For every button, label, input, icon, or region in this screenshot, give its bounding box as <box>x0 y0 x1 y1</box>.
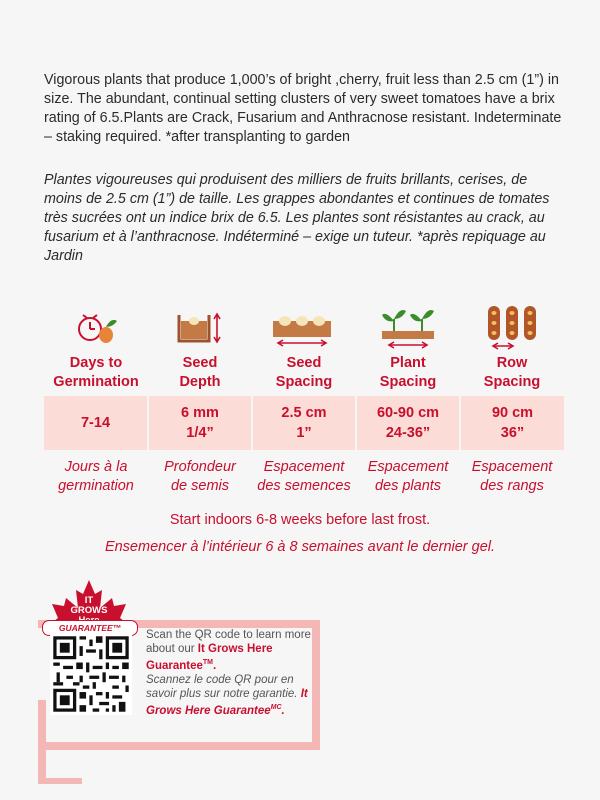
spec-label-row <box>44 352 564 394</box>
qr-brand-en: It Grows Here Guarantee <box>146 643 273 672</box>
guarantee-ribbon: GUARANTEE™ <box>42 620 138 636</box>
qr-mc: MC <box>270 703 282 711</box>
qr-tm: TM <box>202 659 213 666</box>
label-line: Plant <box>390 355 426 371</box>
value-seed-depth <box>149 396 251 450</box>
fr-row-spacing <box>460 455 564 499</box>
label-line: Days to <box>69 355 123 371</box>
label-line: Row <box>496 355 528 371</box>
spec-french-row <box>44 455 564 499</box>
value-line: 6 mm <box>181 405 219 421</box>
label-line: Spacing <box>379 374 437 390</box>
fr-line: de semis <box>170 478 230 494</box>
qr-end-fr: . <box>281 704 285 717</box>
fr-line: Profondeur <box>164 459 236 475</box>
plant-spacing-icon <box>356 302 460 352</box>
label-line: Germination <box>53 374 139 390</box>
value-seed-spacing <box>253 396 355 450</box>
value-line: 1” <box>296 425 312 441</box>
label-line: Spacing <box>275 374 333 390</box>
value-row-spacing <box>461 396 564 450</box>
start-indoors-english: Start indoors 6-8 weeks before last frost. <box>169 512 431 528</box>
label-line: Seed <box>182 355 218 371</box>
badge-line: GROWS <box>70 605 108 616</box>
fr-line: Espacement <box>367 459 449 475</box>
label-row-spacing <box>460 352 564 394</box>
value-line: 7-14 <box>80 415 111 431</box>
fr-line: Jours à la <box>64 459 128 475</box>
qr-text-fr: Scannez le code QR pour en savoir plus sur notre garantie. <box>146 673 301 700</box>
qr-end-en: . <box>213 659 217 672</box>
label-seed-spacing <box>252 352 356 394</box>
label-plant-spacing <box>356 352 460 394</box>
label-line: Spacing <box>483 374 541 390</box>
clock-seed-icon <box>44 302 148 352</box>
spec-value-row <box>44 396 564 450</box>
value-days-to-germination <box>44 396 147 450</box>
start-indoors-french: Ensemencer à l’intérieur 6 à 8 semaines avant le dernier gel. <box>104 539 496 555</box>
qr-frame-left <box>38 700 46 780</box>
value-line: 60-90 cm <box>376 405 440 421</box>
seed-depth-icon <box>148 302 252 352</box>
fr-line: des rangs <box>480 478 544 494</box>
value-line: 90 cm <box>491 405 534 421</box>
spec-grid <box>44 302 564 499</box>
fr-line: Espacement <box>471 459 553 475</box>
label-line: Seed <box>286 355 322 371</box>
fr-line: des plants <box>374 478 442 494</box>
value-plant-spacing <box>357 396 459 450</box>
qr-frame-bottom <box>38 778 82 784</box>
qr-code-icon[interactable] <box>50 633 132 715</box>
row-spacing-icon <box>460 302 564 352</box>
fr-plant-spacing <box>356 455 460 499</box>
fr-seed-depth <box>148 455 252 499</box>
qr-info-text <box>146 628 311 718</box>
fr-line: Espacement <box>263 459 345 475</box>
badge-line: IT <box>84 595 94 606</box>
label-seed-depth <box>148 352 252 394</box>
value-line: 24-36” <box>385 425 431 441</box>
description-french: Plantes vigoureuses qui produisent des milliers de fruits brillants, cerises, de moins de 2.5 cm (1”) de taille. Les grappes abondantes et continues de tomates très sucrées ont un indice brix de 6.5. Les plantes sont résistantes au crack, au fusarium et à l’anthracnose. Indéterminé – exige un tuteur. *après repiquage au Jardin <box>44 172 550 264</box>
fr-seed-spacing <box>252 455 356 499</box>
fr-line: germination <box>58 478 134 494</box>
seed-spacing-icon <box>252 302 356 352</box>
fr-days-to-germination <box>44 455 148 499</box>
value-line: 1/4” <box>186 425 214 441</box>
value-line: 36” <box>500 425 525 441</box>
value-line: 2.5 cm <box>281 405 327 421</box>
qr-brand-fr: It Grows Here Guarantee <box>146 687 308 717</box>
label-line: Depth <box>179 374 221 390</box>
spec-icon-row <box>44 302 564 352</box>
label-days-to-germination <box>44 352 148 394</box>
description-english: Vigorous plants that produce 1,000’s of bright ,cherry, fruit less than 2.5 cm (1”) in size. The abundant, continual setting clusters of very sweet tomatoes have a brix rating of 6.5.Plants are Crack, Fusarium and Anthracnose resistant. Indeterminate – staking required. *after transplanting to garden <box>44 72 562 145</box>
qr-text-en: Scan the QR code to learn more about our <box>146 629 311 655</box>
fr-line: des semences <box>257 478 351 494</box>
